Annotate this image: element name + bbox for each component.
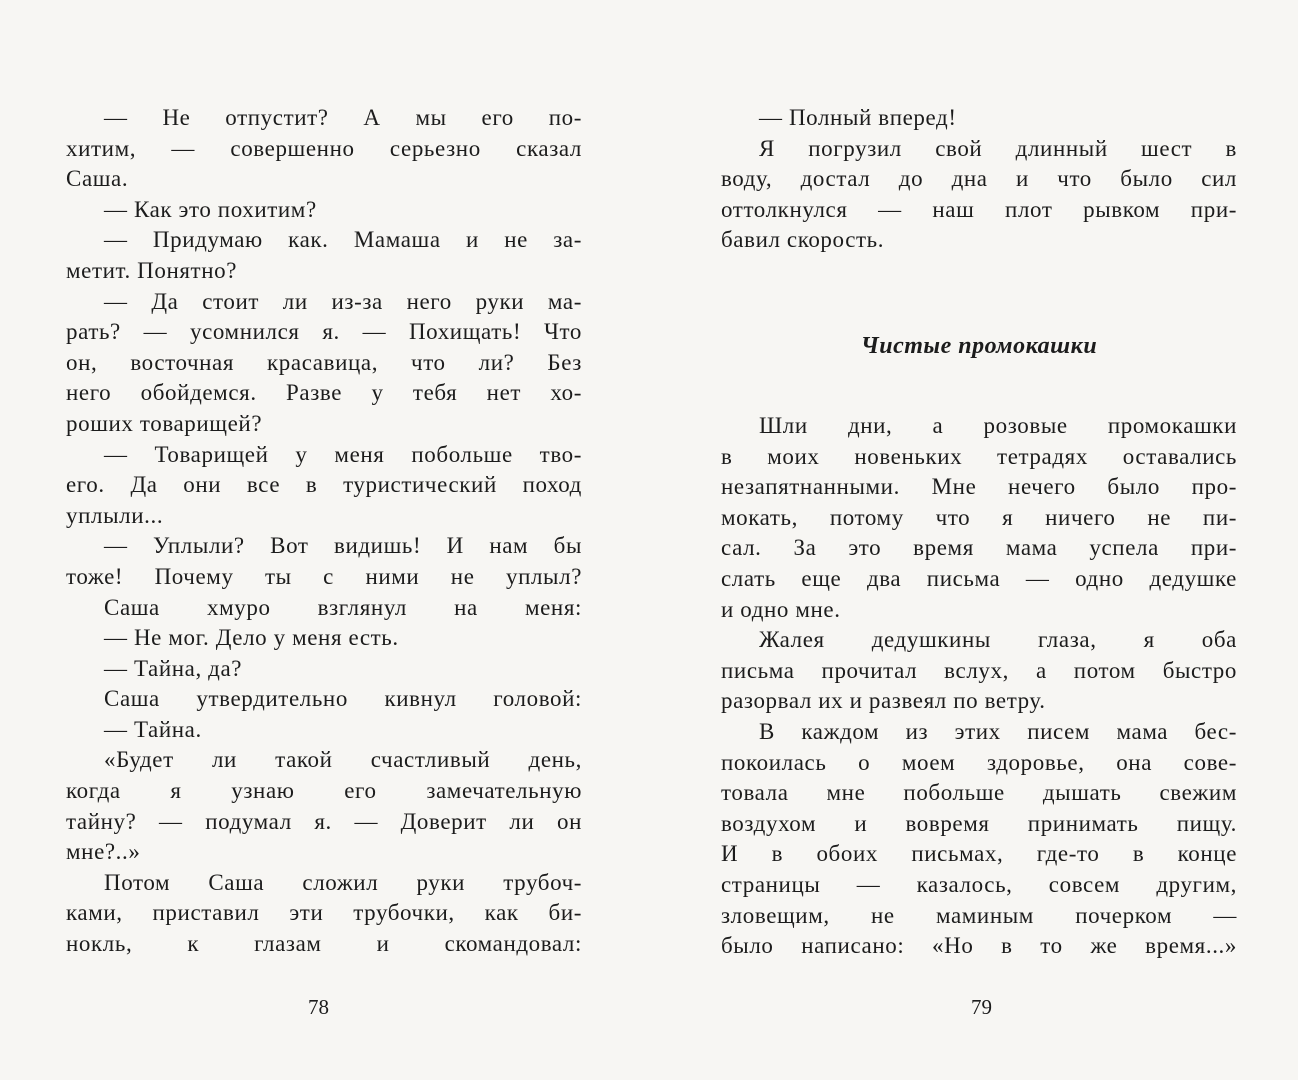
text-line: покоилась о моем здоровье, она сове- [721, 749, 1237, 775]
text-line: В каждом из этих писем мама бес- [759, 718, 1237, 744]
text-line: тайну? — подумал я. — Доверит ли он [66, 808, 582, 834]
text-line: — Тайна. [104, 716, 202, 742]
text-line: Жалея дедушкины глаза, я оба [759, 627, 1237, 653]
text-line: было написано: «Но в то же время...» [721, 933, 1237, 959]
text-line: бавил скорость. [721, 227, 885, 253]
text-line: И в обоих письмах, где-то в конце [721, 841, 1237, 867]
text-line: товала мне побольше дышать свежим [721, 780, 1237, 806]
text-line: «Будет ли такой счастливый день, [104, 747, 582, 773]
chapter-title: Чистые промокашки [860, 333, 1098, 359]
text-line: незапятнанными. Мне нечего было про- [721, 474, 1237, 500]
text-line: — Как это похитим? [104, 196, 317, 222]
text-line: в моих новеньких тетрадях оставались [721, 443, 1237, 469]
text-line: разорвал их и развеял по ветру. [721, 688, 1046, 714]
text-line: Саша хмуро взглянул на меня: [104, 594, 582, 620]
page-number: 78 [308, 995, 329, 1019]
text-line: метит. Понятно? [66, 257, 238, 283]
text-line: — Полный вперед! [759, 105, 957, 130]
text-line: слать еще два письма — одно дедушке [721, 565, 1237, 591]
right-page-text-bottom [721, 411, 1237, 962]
right-page [649, 0, 1298, 1080]
text-line: Саша утвердительно кивнул головой: [104, 686, 582, 712]
text-line: — Уплыли? Вот видишь! И нам бы [104, 533, 582, 559]
text-line: Шли дни, а розовые промокашки [759, 413, 1237, 438]
text-line: страницы — казалось, совсем другим, [721, 871, 1237, 897]
right-page-text-top [721, 103, 1237, 256]
text-line: — Не мог. Дело у меня есть. [104, 625, 399, 651]
text-line: — Придумаю как. Мамаша и не за- [104, 227, 582, 253]
text-line: — Да стоит ли из-за него руки ма- [104, 288, 582, 314]
text-line: — Тайна, да? [104, 655, 243, 681]
text-line: воду, достал до дна и что было сил [721, 166, 1237, 192]
text-line: и одно мне. [721, 596, 841, 622]
text-line: уплыли... [66, 502, 164, 528]
text-line: Потом Саша сложил руки трубоч- [104, 869, 582, 895]
text-line: когда я узнаю его замечательную [66, 778, 582, 804]
text-line: — Не отпустит? А мы его по- [104, 105, 582, 130]
text-line: рать? — усомнился я. — Похищать! Что [66, 319, 582, 345]
text-line: письма прочитал вслух, а потом быстро [721, 657, 1237, 683]
text-line: хитим, — совершенно серьезно сказал [66, 135, 582, 161]
text-line: сал. За это время мама успела при- [721, 535, 1237, 561]
text-line: его. Да они все в туристический поход [66, 472, 582, 498]
text-line: мокать, потому что я ничего не пи- [721, 504, 1237, 530]
text-line: нокль, к глазам и скомандовал: [66, 931, 582, 957]
text-line: Саша. [66, 166, 129, 192]
text-line: ками, приставил эти трубочки, как би- [66, 900, 582, 926]
text-line: мне?..» [66, 839, 141, 865]
text-line: него обойдемся. Разве у тебя нет хо- [66, 380, 582, 406]
text-line: зловещим, не маминым почерком — [721, 902, 1237, 928]
left-page-text [66, 103, 582, 960]
text-line: тоже! Почему ты с ними не уплыл? [66, 563, 582, 589]
page-number: 79 [971, 995, 992, 1019]
text-line: он, восточная красавица, что ли? Без [66, 349, 582, 375]
text-line: воздухом и вовремя принимать пищу. [721, 810, 1237, 836]
text-line: — Товарищей у меня побольше тво- [104, 441, 582, 467]
text-line: Я погрузил свой длинный шест в [759, 135, 1237, 161]
text-line: оттолкнулся — наш плот рывком при- [721, 196, 1237, 222]
text-line: роших товарищей? [66, 410, 263, 436]
